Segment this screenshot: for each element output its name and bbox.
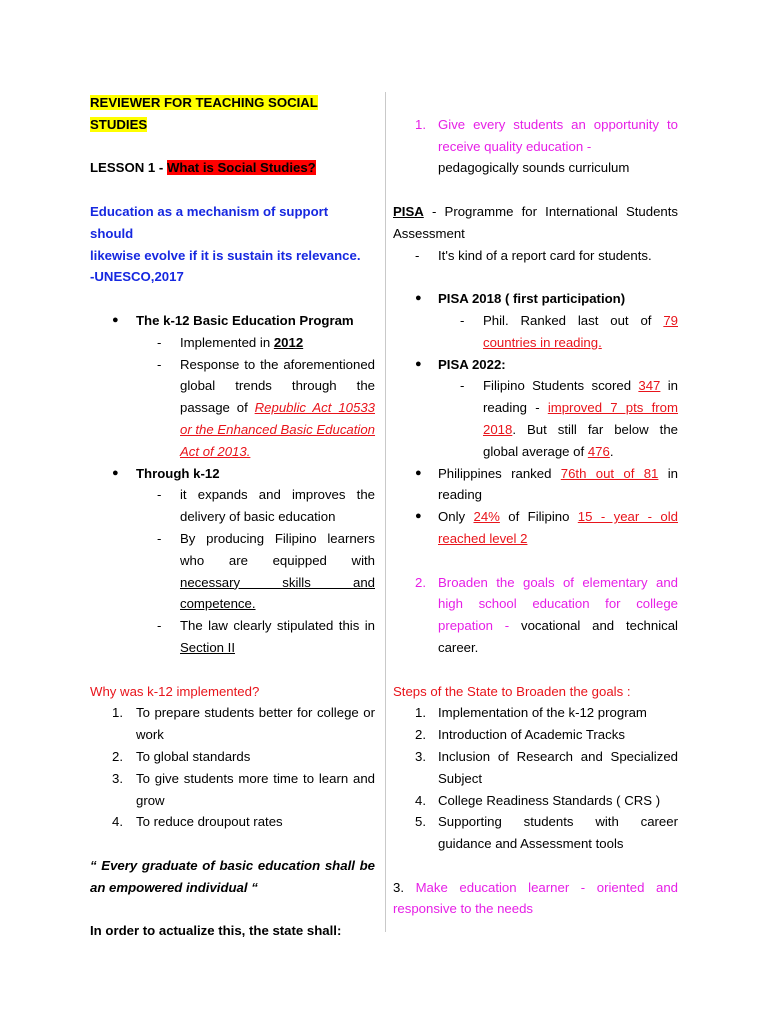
pisa-abbr: PISA [393, 203, 424, 219]
dash-item: - Implemented in 2012 [157, 334, 304, 350]
bullet-dot: ● [415, 357, 422, 370]
dash-item: - Phil. Ranked last out of 79 countries in reading. [460, 312, 678, 350]
ranked-text: Philippines ranked [438, 465, 561, 481]
why-item-text: To give students more time to learn and grow [136, 770, 375, 808]
ranked-red: 76th out of 81 [560, 465, 659, 481]
why-item-text: To reduce droupout rates [136, 814, 283, 830]
dash-item: - It's kind of a report card for students. [393, 245, 678, 267]
document-title-line [90, 92, 375, 136]
why-list-item: 3. To give students more time to learn and grow [90, 768, 375, 812]
goal-number: 2. [415, 574, 426, 590]
pisa-definition [393, 201, 678, 245]
quote-source: -UNESCO,2017 [90, 269, 184, 285]
goal-1 [393, 114, 678, 179]
goal-text: Broaden the goals of elementary and high school education for college prepation - [438, 574, 678, 634]
pisa2018-text: Phil. Ranked last out of [483, 312, 664, 328]
dash-item: - By producing Filipino learners who are equipped with necessary skills and competence. [157, 530, 375, 612]
dash-item: - Filipino Students scored 347 in reading - improved 7 pts from 2018. But still far below the global average of 476. [460, 378, 678, 459]
pisa2022-text: . [609, 443, 614, 459]
k12-item-text: Implemented in [180, 334, 274, 350]
steps-list-item: 1. Implementation of the k-12 program [393, 702, 678, 724]
bullet-dot: ● [415, 510, 422, 523]
why-list-item: 1. To prepare students better for college or work [90, 702, 375, 746]
step-text: College Readiness Standards ( CRS ) [438, 792, 661, 808]
through-item-text: By producing Filipino learners who are equipped with [180, 530, 375, 568]
bullet-dot: ● [415, 466, 422, 479]
bullet-through-k12 [90, 463, 375, 485]
k12-year: 2012 [273, 334, 304, 350]
document-title: REVIEWER FOR TEACHING SOCIAL STUDIES [90, 95, 318, 132]
bullet-pisa-2022 [393, 354, 678, 376]
steps-list-item: 3. Inclusion of Research and Specialized Subject [393, 746, 678, 790]
why-item-text: To prepare students better for college or work [136, 705, 375, 743]
lesson-name: What is Social Studies? [166, 160, 316, 176]
pisa2022-score: 347 [638, 378, 661, 394]
pisa2022-improved: improved 7 pts from 2018 [483, 400, 678, 437]
bullet-only [393, 506, 678, 550]
through-item-text: it expands and improves the delivery of basic education [180, 487, 375, 525]
dash-item: - Response to the aforementioned global trends through the passage of Republic Act 10533 or the Enhanced Basic Education Act of 2013. [157, 356, 376, 459]
pisa2022-title: PISA 2022: [438, 356, 506, 372]
bullet-ranked [393, 463, 678, 507]
goal-text: Give every students an opportunity to receive quality education - [438, 116, 678, 154]
bullet-dot: ● [112, 313, 119, 326]
pisa2022-average: 476 [587, 443, 610, 459]
pisa-def-text: - Programme for International Students Assessment [393, 203, 678, 241]
goal-number: 3. [393, 879, 404, 895]
step-text: Supporting students with career guidance and Assessment tools [438, 814, 678, 852]
k12-title: The k-12 Basic Education Program [136, 312, 354, 328]
pisa2022-text: . But still far below the global average of [483, 421, 678, 459]
bullet-k12-program [90, 310, 375, 332]
pisa2018-red: 79 countries in reading. [483, 312, 678, 350]
pisa2022-text: in reading - [483, 378, 678, 416]
left-column [90, 92, 375, 942]
goal-3 [393, 877, 678, 921]
steps-heading: Steps of the State to Broaden the goals : [393, 683, 631, 699]
step-text: Implementation of the k-12 program [438, 705, 647, 721]
k12-item-text: Response to the aforementioned global trends through the passage of [180, 356, 375, 416]
pisa2018-title: PISA 2018 ( first participation) [438, 291, 626, 307]
steps-list-item: 4. College Readiness Standards ( CRS ) [393, 790, 678, 812]
steps-list-item: 5. Supporting students with career guidance and Assessment tools [393, 811, 678, 855]
steps-list-item: 2. Introduction of Academic Tracks [393, 724, 678, 746]
through-item-text: The law clearly stipulated this in [180, 618, 375, 634]
why-list-item: 2. To global standards [90, 746, 375, 768]
right-column [393, 92, 678, 920]
quote-line: Education as a mechanism of support should [90, 203, 329, 241]
column-divider [385, 92, 386, 932]
lesson-prefix: LESSON 1 - [90, 160, 167, 176]
graduate-quote: “ Every graduate of basic education shall be an empowered individual “ [90, 857, 375, 895]
only-text: of Filipino [499, 509, 578, 525]
step-text: Introduction of Academic Tracks [438, 727, 625, 743]
section-underlined: Section II [180, 639, 235, 655]
ranked-text: in reading [438, 465, 678, 503]
only-text: Only [438, 509, 474, 525]
actualize-text: In order to actualize this, the state shall: [90, 923, 342, 939]
why-heading: Why was k-12 implemented? [90, 683, 260, 699]
step-text: Inclusion of Research and Specialized Subject [438, 748, 678, 786]
bullet-pisa-2018 [393, 288, 678, 310]
why-item-text: To global standards [136, 748, 251, 764]
goal-tail: vocational and technical career. [438, 618, 678, 655]
lesson-heading [90, 157, 375, 179]
bullet-dot: ● [415, 292, 422, 305]
only-red: 15 - year - old reached level 2 [438, 509, 678, 546]
dash-item: - it expands and improves the delivery of basic education [90, 484, 375, 528]
quote-line: likewise evolve if it is sustain its relevance. [90, 247, 361, 263]
through-title: Through k-12 [136, 465, 220, 481]
bullet-dot: ● [112, 466, 119, 479]
republic-act-link: Republic Act 10533 or the Enhanced Basic Education Act of 2013. [180, 400, 376, 459]
unesco-quote [90, 201, 375, 288]
goal-number: 1. [415, 116, 426, 132]
goal-2 [393, 572, 678, 659]
goal-tail: pedagogically sounds curriculum [438, 160, 630, 176]
pisa2022-text: Filipino Students scored [483, 378, 639, 394]
skills-underlined: necessary skills and competence. [180, 574, 375, 612]
only-percent: 24% [473, 509, 500, 525]
pisa-note: It's kind of a report card for students. [438, 247, 652, 263]
why-list-item: 4. To reduce droupout rates [90, 811, 375, 833]
dash-item: - The law clearly stipulated this in Section II [157, 618, 375, 655]
goal-text: Make education learner - oriented and responsive to the needs [393, 879, 678, 917]
